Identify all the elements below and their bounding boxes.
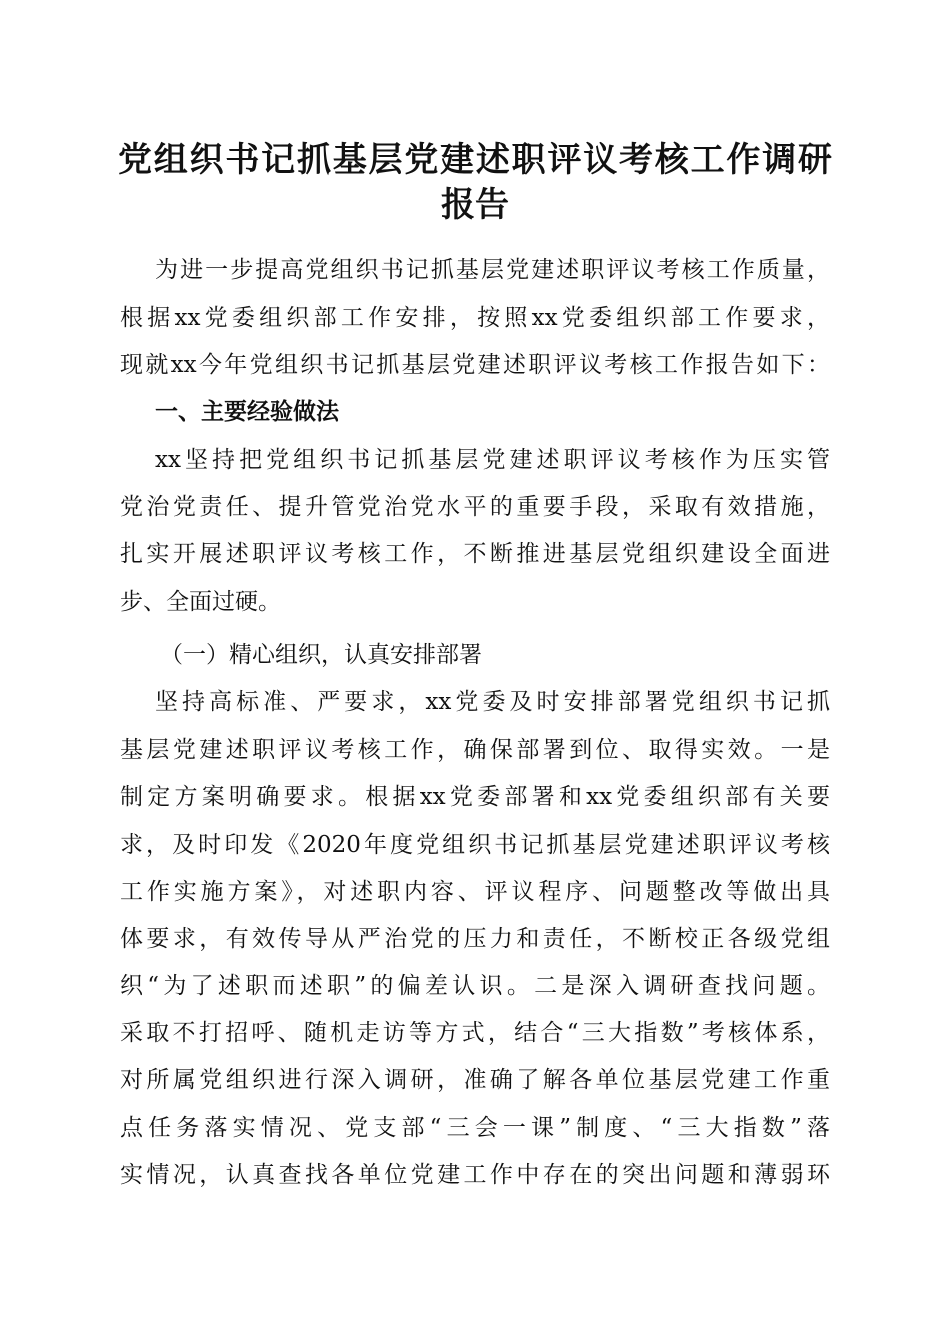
section-heading: 一、主要经验做法 [155, 399, 339, 425]
paragraph-line: 制定方案明确要求。根据xx党委部署和xx党委组织部有关要 [120, 784, 830, 810]
paragraph-line: 扎实开展述职评议考核工作，不断推进基层党组织建设全面进 [120, 541, 830, 567]
subsection-heading: （一）精心组织，认真安排部署 [160, 642, 482, 668]
paragraph-line: 基层党建述职评议考核工作，确保部署到位、取得实效。一是 [120, 737, 830, 763]
paragraph-line: 坚持高标准、严要求，xx党委及时安排部署党组织书记抓 [155, 689, 830, 715]
paragraph-line: 采取不打招呼、随机走访等方式，结合“三大指数”考核体系， [120, 1020, 830, 1046]
paragraph-line: 点任务落实情况、党支部“三会一课”制度、“三大指数”落 [120, 1115, 830, 1141]
document-title-line-2: 报告 [441, 185, 509, 225]
paragraph-line: 求，及时印发《2020年度党组织书记抓基层党建述职评议考核 [120, 832, 830, 858]
document-title-line-1: 党组织书记抓基层党建述职评议考核工作调研 [118, 140, 832, 180]
paragraph-line: 步、全面过硬。 [120, 589, 281, 615]
paragraph-line: 工作实施方案》，对述职内容、评议程序、问题整改等做出具 [120, 879, 830, 905]
paragraph-line: 对所属党组织进行深入调研，准确了解各单位基层党建工作重 [120, 1067, 830, 1093]
paragraph-line: 现就xx今年党组织书记抓基层党建述职评议考核工作报告如下： [120, 352, 830, 378]
paragraph-line: 实情况，认真查找各单位党建工作中存在的突出问题和薄弱环 [120, 1162, 830, 1188]
paragraph-line: 织“为了述职而述职”的偏差认识。二是深入调研查找问题。 [120, 973, 830, 999]
paragraph-line: 根据xx党委组织部工作安排，按照xx党委组织部工作要求， [120, 305, 830, 331]
paragraph-line: 党治党责任、提升管党治党水平的重要手段，采取有效措施， [120, 494, 830, 520]
paragraph-line: 体要求，有效传导从严治党的压力和责任，不断校正各级党组 [120, 926, 830, 952]
paragraph-line: xx坚持把党组织书记抓基层党建述职评议考核作为压实管 [155, 447, 830, 473]
paragraph-line: 为进一步提高党组织书记抓基层党建述职评议考核工作质量， [155, 257, 830, 283]
